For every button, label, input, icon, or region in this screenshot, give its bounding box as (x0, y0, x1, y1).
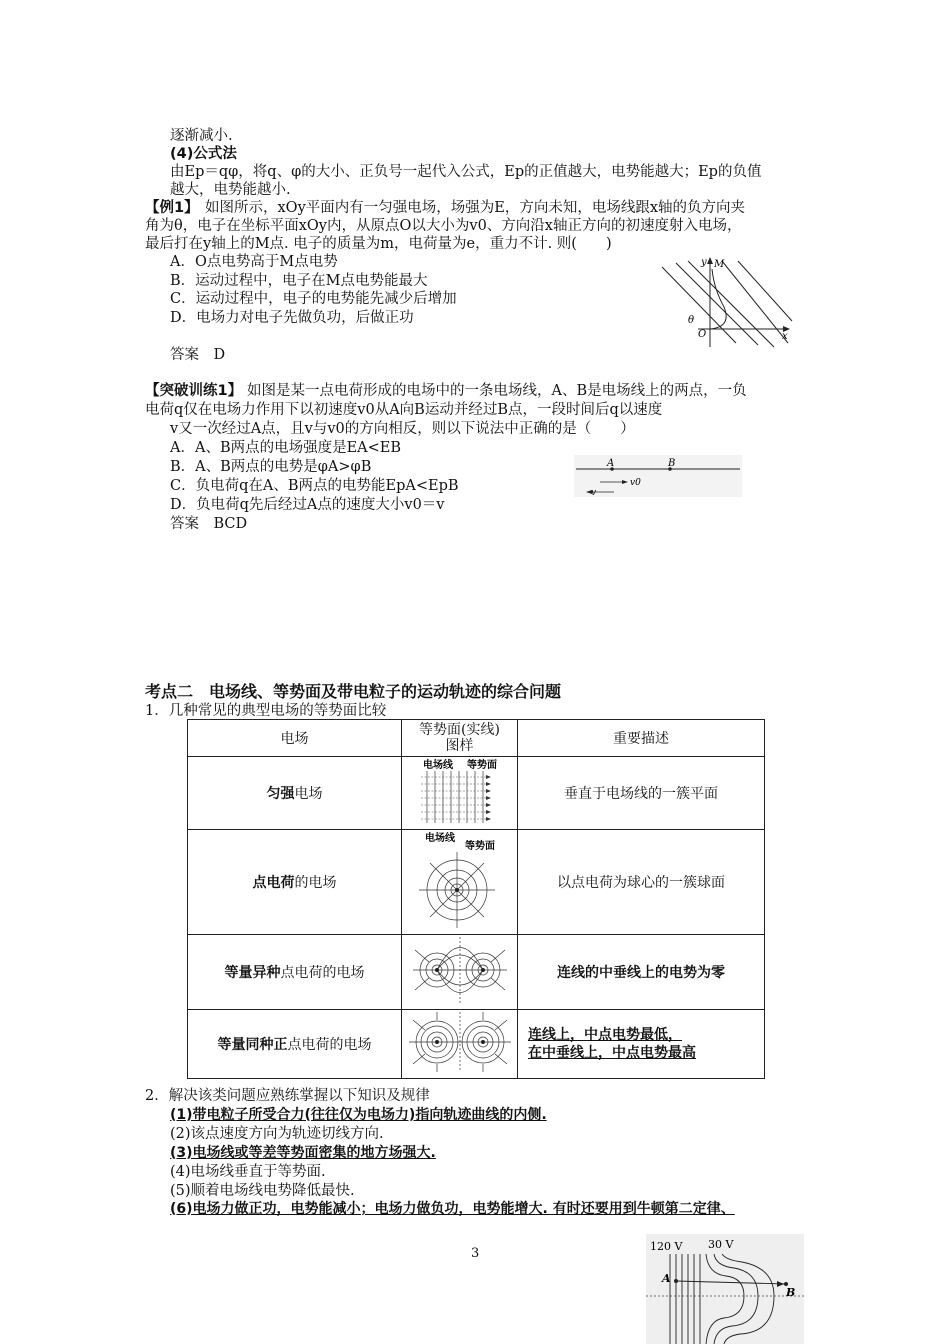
example1-tag: 【例1】 (145, 200, 199, 216)
table-row (188, 830, 765, 935)
table-row (188, 935, 765, 1010)
table-header-pattern (402, 720, 518, 757)
point-label-field-line: 电场线 (424, 833, 455, 844)
example1-fig-m-label: M (714, 259, 725, 270)
pattern-cell (402, 1010, 518, 1079)
field-name-cell (188, 1010, 402, 1079)
field-name-cell (188, 757, 402, 830)
bottom-fig-b-label: B (786, 1286, 796, 1299)
table-row (188, 1010, 765, 1079)
table-row (188, 757, 765, 830)
training1-option-b: B．A、B两点的电势是φA>φB (170, 459, 372, 475)
example1-fig-o-label: O (698, 329, 707, 340)
like-charges-diagram (405, 1010, 515, 1074)
field-name-rest: 的电场 (294, 875, 337, 891)
example1-option-a: A．O点电势高于M点电势 (170, 254, 338, 270)
section2-title: 考点二 电场线、等势面及带电粒子的运动轨迹的综合问题 (145, 682, 562, 701)
training1-option-d: D．负电荷q先后经过A点的速度大小v0＝v (170, 497, 445, 513)
rule-6: (6)电场力做正功，电势能减小；电场力做负功，电势能增大. 有时还要用到牛顿第二定律、 (170, 1201, 735, 1217)
unlike-charges-diagram (405, 935, 515, 1005)
field-name-cell (188, 830, 402, 935)
training1-figure (574, 455, 742, 497)
method4-line2: 越大，电势能越小. (170, 182, 291, 198)
example1-fig-y-label: y (701, 257, 707, 268)
bottom-fig-a-label: A (662, 1272, 671, 1285)
pattern-cell (402, 757, 518, 830)
example1-answer: 答案 D (170, 347, 226, 363)
training1-fig-b-label: B (668, 458, 676, 469)
uniform-field-diagram (405, 757, 515, 825)
field-name-cell (188, 935, 402, 1010)
example1-stem-line3: 最后打在y轴上的M点. 电子的质量为m，电荷量为e，重力不计. 则( ) (145, 236, 612, 252)
training1-option-c: C．负电荷q在A、B两点的电势能EpA<EpB (170, 478, 459, 494)
desc-cell: 垂直于电场线的一簇平面 (518, 757, 765, 830)
desc-cell: 以点电荷为球心的一簇球面 (518, 830, 765, 935)
page-number: 3 (471, 1246, 480, 1261)
section2-item2: 2．解决该类问题应熟练掌握以下知识及规律 (145, 1088, 430, 1104)
example1-fig-theta-label: θ (688, 315, 695, 326)
equipotential-comparison-table (187, 719, 765, 1079)
training1-option-a: A．A、B两点的电场强度是EA<EB (170, 440, 402, 456)
training1-stem-line2: 电荷q仅在电场力作用下以初速度v0从A向B运动并经过B点，一段时间后q以速度 (145, 402, 663, 418)
field-name-bold: 点电荷 (252, 875, 295, 891)
field-name-rest: 电场 (294, 786, 323, 802)
field-name-bold: 等量同种正 (217, 1037, 288, 1053)
desc-cell: 连线的中垂线上的电势为零 (518, 935, 765, 1010)
table-header-row (188, 720, 765, 757)
example1-stem-line2: 角为θ，电子在坐标平面xOy内，从原点O以大小为v0、方向沿x轴正方向的初速度射入电场， (145, 218, 742, 234)
prev-text-tail: 逐渐减小. (170, 128, 233, 144)
desc-line2: 在中垂线上，中点电势最高 (528, 1045, 696, 1061)
field-name-bold: 匀强 (266, 786, 295, 802)
uniform-label-field-line: 电场线 (422, 760, 453, 771)
training1-tag: 【突破训练1】 (145, 383, 243, 399)
rule-2: (2)该点速度方向为轨迹切线方向. (170, 1126, 384, 1142)
table-header-field: 电场 (188, 720, 402, 757)
training1-answer: 答案 BCD (170, 516, 248, 532)
bottom-fig-30v-label: 30 V (708, 1238, 734, 1251)
field-name-bold: 等量异种 (224, 965, 281, 981)
example1-option-b: B．运动过程中，电子在M点电势能最大 (170, 273, 428, 289)
field-name-rest: 点电荷的电场 (280, 965, 365, 981)
rule-4: (4)电场线垂直于等势面. (170, 1164, 326, 1180)
pattern-cell (402, 830, 518, 935)
bottom-equipotential-figure (646, 1234, 804, 1344)
point-charge-diagram (405, 830, 515, 930)
table-header-desc: 重要描述 (518, 720, 765, 757)
rule-1: (1)带电粒子所受合力(往往仅为电场力)指向轨迹曲线的内侧. (170, 1107, 547, 1123)
section2-item1: 1．几种常见的典型电场的等势面比较 (145, 703, 387, 719)
example1-option-d: D．电场力对电子先做负功，后做正功 (170, 310, 414, 326)
desc-cell (518, 1010, 765, 1079)
desc-line1: 连线上，中点电势最低， (528, 1027, 682, 1043)
training1-stem-line3: v又一次经过A点，且v与v0的方向相反，则以下说法中正确的是（ ） (170, 421, 635, 437)
training1-fig-v0-label: v0 (630, 478, 641, 488)
bottom-fig-120v-label: 120 V (650, 1240, 683, 1253)
method4-heading: (4)公式法 (170, 146, 237, 162)
pattern-cell (402, 935, 518, 1010)
example1-figure (658, 255, 794, 351)
table-header-pattern-line2: 图样 (445, 738, 474, 754)
method4-line1: 由Ep＝qφ，将q、φ的大小、正负号一起代入公式，Ep的正值越大，电势能越大；Ep的负值 (170, 164, 762, 180)
table-header-pattern-line1: 等势面(实线) (419, 722, 500, 738)
training1-fig-v-label: v (591, 488, 597, 497)
example1-stem-line1: 如图所示，xOy平面内有一匀强电场，场强为E，方向未知，电场线跟x轴的负方向夹 (205, 200, 746, 216)
training1-fig-a-label: A (607, 458, 615, 469)
rule-5: (5)顺着电场线电势降低最快. (170, 1183, 355, 1199)
field-name-rest: 点电荷的电场 (287, 1037, 372, 1053)
example1-option-c: C．运动过程中，电子的电势能先减少后增加 (170, 291, 457, 307)
rule-3: (3)电场线或等差等势面密集的地方场强大. (170, 1145, 436, 1161)
uniform-label-equipotential: 等势面 (466, 760, 497, 771)
example1-fig-x-label: x (782, 331, 788, 342)
point-label-equipotential: 等势面 (464, 841, 495, 852)
training1-stem-line1: 如图是某一点电荷形成的电场中的一条电场线，A、B是电场线上的两点，一负 (247, 383, 747, 399)
